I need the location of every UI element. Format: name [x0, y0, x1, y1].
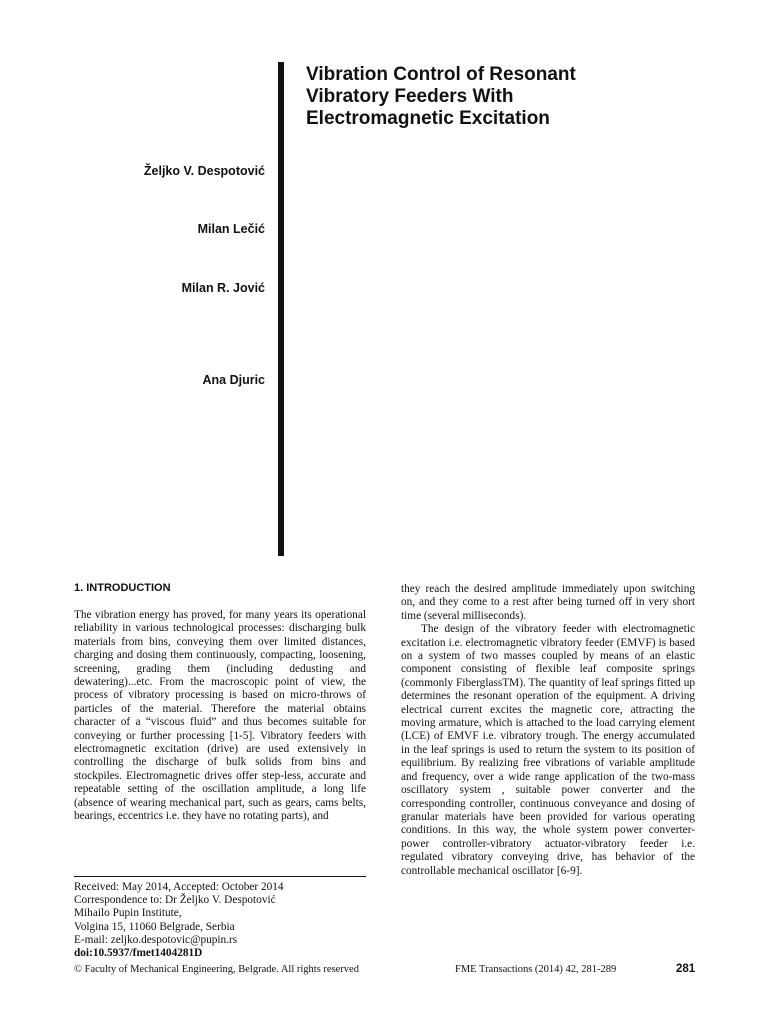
- author-name: Ana Djuric: [202, 373, 265, 387]
- title-line: Vibratory Feeders With: [306, 86, 514, 107]
- footnote-rule: [74, 876, 366, 877]
- right-column: [401, 583, 695, 878]
- body-paragraph: they reach the desired amplitude immediately upon switching on, and they come to a rest after being turned off in very short time (several milliseconds).: [401, 583, 695, 622]
- institute: Mihailo Pupin Institute,: [74, 907, 182, 920]
- received-date: Received: May 2014, Accepted: October 2014: [74, 881, 284, 893]
- title-rule: [278, 62, 284, 556]
- author-name: Milan Lečić: [197, 222, 265, 236]
- copyright: © Faculty of Mechanical Engineering, Belgrade. All rights reserved: [74, 964, 359, 975]
- title-line: Vibration Control of Resonant: [306, 64, 576, 85]
- author-name: Željko V. Despotović: [143, 164, 265, 178]
- author-name: Milan R. Jović: [181, 281, 265, 295]
- intro-paragraph: The vibration energy has proved, for many years its operational reliability in various technological processes: discharging bulk materials from bins, conveying them over limited distances, charging and dosing them continuously, compacting, loosening, screening, grading them (including dedusting and dewatering)...etc. From the macroscopic point of view, the process of vibratory processing is based on micro-throws of particles of the material. Therefore the material obtains character of a “viscous fluid” and thus becomes suitable for conveying or further processing [1-5]. Vibratory feeders with electromagnetic excitation (drive) are used extensively in controlling the discharge of bulk solids from bins and stockpiles. Electromagnetic drives offer step-less, accurate and repeatable setting of the oscillation amplitude, a long life (absence of wearing mechanical part, such as gears, cams belts, bearings, eccentrics i.e. they have no rotating parts), and: [74, 609, 366, 823]
- paper-title: [306, 64, 726, 130]
- body-paragraph: The design of the vibratory feeder with electromagnetic excitation i.e. electromagnetic vibratory feeder (EMVF) is based on a system of two masses coupled by means of an elastic component consisting of flexible leaf composite springs (commonly FiberglassTM). The quantity of leaf springs fitted up determines the resonant operation of the equipment. A driving electrical current excites the magnetic core, attracting the moving armature, which is attached to the load carrying element (LCE) of EMVF i.e. vibratory trough. The energy accumulated in the leaf springs is used to return the system to its position of equilibrium. By realizing free vibrations of variable amplitude and frequency, over a wide range application of the two-mass oscillatory system , suitable power converter and the corresponding controller, continuous conveyance and dosing of granular materials have been provided for various operating conditions. In this way, the whole system power converter-power controller-vibratory actuator-vibratory feeder i.e. regulated vibratory conveying drive, has behavior of the controllable mechanical oscillator [6-9].: [401, 623, 695, 877]
- page-number: 281: [676, 963, 696, 975]
- email: E-mail: zeljko.despotovic@pupin.rs: [74, 933, 238, 946]
- correspondence: Correspondence to: Dr Željko V. Despotović: [74, 894, 276, 907]
- title-line: Electromagnetic Excitation: [306, 108, 550, 129]
- footnote: [74, 881, 374, 960]
- doi: doi:10.5937/fmet1404281D: [74, 947, 203, 960]
- journal-info: FME Transactions (2014) 42, 281-289: [455, 964, 617, 975]
- address: Volgina 15, 11060 Belgrade, Serbia: [74, 920, 235, 933]
- section-heading: 1. INTRODUCTION: [74, 582, 171, 594]
